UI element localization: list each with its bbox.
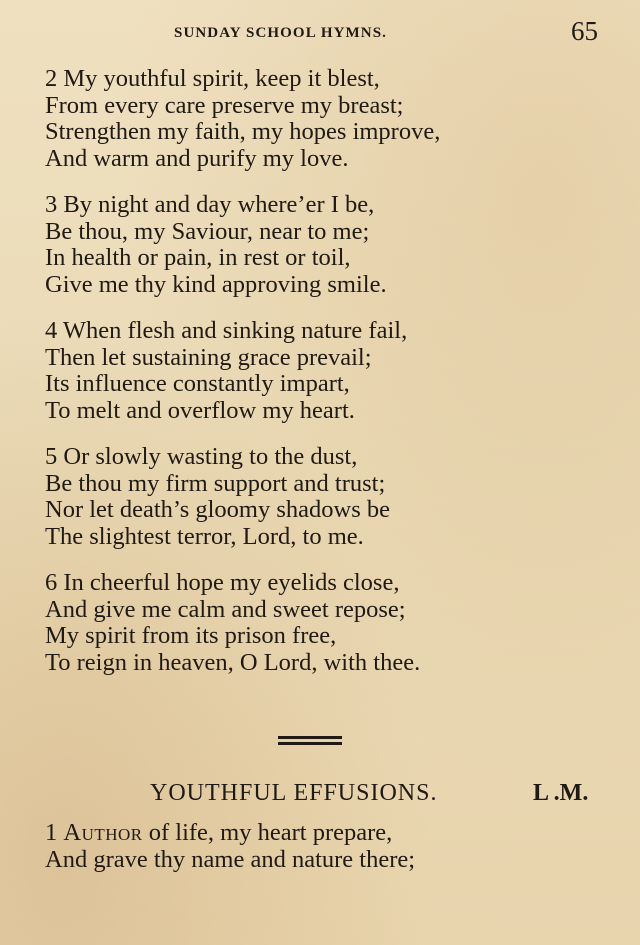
verse-number: 1: [45, 819, 58, 846]
hymn-meter: L .M.: [533, 780, 589, 806]
verse-5: [45, 444, 625, 550]
verse-line: And grave thy name and nature there;: [45, 845, 416, 873]
verse-line: Nor let death’s gloomy shadows be: [45, 496, 390, 523]
verse-3: [45, 192, 625, 298]
verse-line: Then let sustaining grace prevail;: [45, 343, 372, 371]
hymn-verses: [45, 66, 625, 696]
verse-line: Its influence constantly impart,: [45, 370, 350, 397]
verse-4: [45, 318, 625, 424]
verse-line: And give me calm and sweet repose;: [45, 595, 406, 623]
divider-line: [278, 742, 342, 745]
verse-line: Strengthen my faith, my hopes improve,: [45, 118, 441, 145]
verse-line: To reign in heaven, O Lord, with thee.: [45, 648, 421, 676]
verse-line: Give me thy kind approving smile.: [45, 270, 387, 298]
first-word: Author: [63, 819, 143, 846]
verse-line: Be thou, my Saviour, near to me;: [45, 217, 370, 245]
verse-line: 6 In cheerful hope my eyelids close,: [45, 569, 400, 596]
verse-line: In health or pain, in rest or toil,: [45, 244, 351, 271]
running-head: [0, 16, 640, 46]
hymn-title: YOUTHFUL EFFUSIONS.: [150, 780, 438, 806]
verse-line: My spirit from its prison free,: [45, 622, 337, 649]
verse-6: [45, 570, 625, 676]
next-hymn-verse: [45, 820, 625, 873]
first-line-rest: of life, my heart prepare,: [148, 819, 393, 846]
verse-line: Be thou my firm support and trust;: [45, 469, 386, 497]
verse-line: 4 When flesh and sinking nature fail,: [45, 317, 408, 344]
verse-line: From every care preserve my breast;: [45, 91, 404, 119]
running-head-title: SUNDAY SCHOOL HYMNS.: [174, 25, 388, 41]
verse-line: The slightest terror, Lord, to me.: [45, 522, 364, 550]
verse-line: 5 Or slowly wasting to the dust,: [45, 443, 358, 470]
page-number: 65: [571, 16, 598, 46]
verse-line: And warm and purify my love.: [45, 144, 349, 172]
verse-line: 2 My youthful spirit, keep it blest,: [45, 65, 380, 92]
verse-2: [45, 66, 625, 172]
verse-line: 3 By night and day where’er I be,: [45, 191, 375, 218]
section-divider: [278, 736, 342, 748]
divider-line: [278, 736, 342, 739]
hymn-heading: [0, 780, 640, 810]
verse-line: [45, 820, 625, 847]
verse-line: To melt and overflow my heart.: [45, 396, 355, 424]
